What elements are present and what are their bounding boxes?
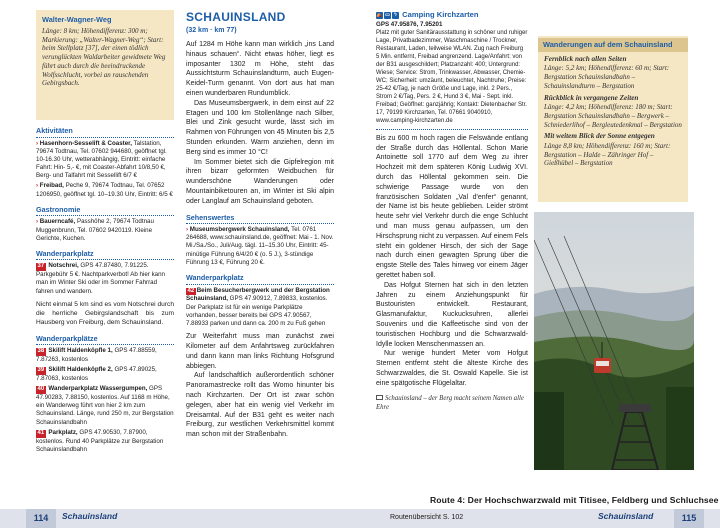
entry-name: Bauerncafé,: [39, 218, 76, 226]
entry-name: Parkplatz,: [48, 428, 78, 436]
right-p2: Das Hofgut Sternen hat sich in den letzten Jahren zu einem Anziehungspunkt für Bustouristen entwickelt. Restaurant, Glasmanufaktur, Kuckucksuhren, allerlei Souvenirs und die Kaffeetische sind von der touristischen Hochburg und die Schwarzwald-Idylle locken Menschenmassen an.: [376, 281, 528, 348]
cable-car-illustration: [534, 212, 694, 470]
entry-marker: ›: [36, 218, 39, 226]
mid-column: [186, 10, 334, 505]
right-p1: Bis zu 600 m hoch ragen die Felswände entlang der Straße durch das Höllental. Schon Marie Antoinette soll 1770 auf dem Weg zu ihrer Hochzeit mit dem späteren König Ludwig XVI. durch das Höllental gekommen sein. Die schwierige Passage wurde von den französischen Soldaten „Val d'enfer“ genannt, der Name ist bis heute geblieben. Leider strömt heute sehr viel Verkehr durch die enge Schlucht und man muss genau aufpassen, um den Hirschsprung nicht zu verpassen. Auf einem Fels steht ein goldener Hirsch, der sich der Sage nach durch einen gewagten Sprung über die engste Stelle des Tales hinweg vor einem Jäger gerettet haben soll.: [376, 134, 528, 279]
walter-wagner-title: Walter-Wagner-Weg: [42, 15, 112, 24]
entry-name: Wanderparkplatz Wassergumpen,: [48, 385, 148, 393]
camping-gps: GPS 47.95876, 7.95201: [376, 21, 443, 29]
entry-marker: 40: [37, 386, 45, 393]
page-number-right: 115: [674, 509, 704, 528]
page-number-left: 114: [26, 509, 56, 528]
entry-name: Skilift Haldenköpfle 2,: [48, 366, 113, 374]
entry-text: GPS 47.87480, 7.91225. Parkgebühr 5 €. Nachtparkverbot! Ab hier kann man im Winter Ski oder im Sommer Fahrrad fahren und wandern.: [36, 262, 165, 295]
hike-details: Länge 8,8 km; Höhendifferenz: 160 m; Start: Bergstation – Halde – Zähringer Hof – Gießhübel – Bergstation: [544, 141, 671, 168]
entry-name: Notschrei,: [48, 262, 79, 270]
electricity-icon: ϟ: [392, 12, 399, 19]
left-section-parking: [36, 334, 174, 455]
photo-caption: Schauinsland – der Berg macht seinem Namen alle Ehre: [376, 394, 524, 411]
hike-title: Rückblick in vergangene Zeiten: [544, 93, 639, 102]
mid-section-heading: Sehenswertes: [186, 213, 334, 225]
hike-details: Länge: 4,2 km; Höhendifferenz: 180 m; Start: Bergstation Schauinslandbahn – Bergwerk – Schniederlihof – Bergleutedenkmal – Bergstation: [544, 103, 682, 129]
entry-text: Talstation, 79674 Todtnau, Tel. 07602 944680, geöffnet tgl. 10-16.30 Uhr, wetterabhängig, Eintritt: einfache Fahrt: Hin- 5,- €, mit Coaster-Abfahrt 10/8,50 €, Berg- und Talfahrt mit Sessellift 6/7 €: [36, 139, 167, 180]
list-item: [36, 262, 174, 295]
right-column: [376, 10, 528, 505]
entry-marker: 41: [37, 429, 45, 436]
entry-name: Hasenhorn-Sesselift & Coaster,: [39, 139, 132, 147]
camping-text: Platz mit guter Sanitärausstattung in schöner und ruhiger Lage, Privatbadezimmer, Waschmaschine / Trockner, Restaurant, Laden, teilweise WLAN. Zug nach Freiburg 5 Min. entfernt, Freibad angrenzend. Lage/Anfahrt: von der B31 ausgeschildert; Platzanzahl: 400; Untergrund: Wiese; Service: Strom, Trinkwasser, Abwasser, Chemie-WC; Sicherheit: umzäunt, beleuchtet, Nachtruhe; Preise: 25-42 €/Tag, je nach Größe und Lage, inkl. 2 Pers., Strom 2 €/Tag, Pers. 2 €, Hund 3 €, Mai - Sept. inkl. Freibad; Geöffnet: ganzjährig; Kontakt: Dietenbacher Str. 17, 79199 Kirchzarten, Tel. 07661 9040910, www.camping-kirchzarten.de: [376, 30, 528, 124]
list-item: [36, 140, 174, 181]
right-p3: Nur wenige hundert Meter vom Hofgut Sternen entfernt steht die älteste Kirche des Schwarzwaldes, die St. Oswald Kapelle. Sie ist eine spätgotische Flügelaltar.: [376, 350, 528, 387]
mid-p2: Das Museumsbergwerk, in dem einst auf 22 Etagen und 100 km Stollenlänge nach Silber, Blei und Zink gesucht wurde, lässt sich im Rahmen von Führungen von 45 Minuten bis 2,5 Stunden erkunden. Warm anziehen, denn im Berg sind es immer 10 °C!: [186, 99, 334, 156]
hikes-box-title: Wanderungen auf dem Schauinsland: [538, 38, 688, 52]
section-heading: Wanderparkplätze: [36, 334, 174, 346]
list-item: [36, 385, 174, 427]
cable-car-photo: [534, 212, 694, 470]
left-paragraph: Nicht einmal 5 km sind es vom Notschrei durch die herrliche Gebirgslandschaft bis zum Hausberg von Freiburg, dem Schauinsland.: [36, 300, 174, 327]
entry-marker: 39: [37, 367, 45, 374]
entry-text: GPS 47.90283, 7.88150, kostenlos. Auf 1168 m Höhe, ein Wanderweg führt von hier 2 km zum Schauinsland. Länge, rund 250 m, zur Bergstation Schauinslandbahn: [36, 385, 174, 426]
list-item: [36, 347, 174, 364]
camping-block: [376, 10, 528, 130]
camping-header: ⛺ ▭ ϟ Camping Kirchzarten: [376, 10, 479, 19]
footer-name-left: Schauinsland: [62, 511, 118, 521]
hikes-box: [538, 36, 688, 202]
route-title: Route 4: Der Hochschwarzwald mit Titisee, Feldberg und Schluchsee: [430, 495, 719, 505]
caravan-icon: ▭: [385, 11, 390, 18]
mid-p4: Zur Weiterfahrt muss man zunächst zwei Kilometer auf dem Anfahrtsweg zurückfahren und dann kann man links Richtung Hofsgrund abbiegen.: [186, 333, 334, 370]
hike-details: Länge: 5,2 km; Höhendifferenz: 60 m; Start: Bergstation Schauinslandbahn – Schauinslandturm – Bergstation: [544, 64, 670, 90]
footer-name-right: Schauinsland: [598, 511, 654, 521]
camping-icon: ⛺: [376, 11, 383, 18]
entry-name: Freibad,: [39, 182, 64, 190]
entry-marker: 37: [37, 263, 45, 270]
camera-icon: [376, 395, 383, 400]
walter-wagner-text: Länge: 8 km; Höhendifferenz: 300 m; Markierung: „Walter-Wagner-Weg“; Start: beim Stellplatz [37], der einen tödlich verunglückten Waldarbeiter gewidmete Weg führt auch durch die beeindruckende Wolfsschlucht, vorbei an rauschenden Gebirgsbach.: [42, 26, 166, 88]
hikes-list: [544, 55, 682, 168]
hike-title: Fernblick nach allen Seiten: [544, 54, 627, 63]
mid-p3: Im Sommer bietet sich die Gipfelregion mit ihren bizarr geformten Weidbuchen für wunderschöne Wanderungen oder Mountainbiketouren an, im Winter ist Ski alpin oder Langlauf am Schauinsland geboten.: [186, 158, 334, 205]
section-heading: Aktivitäten: [36, 126, 174, 138]
walter-wagner-box: [36, 10, 174, 120]
mid-p5: Auf landschaftlich außerordentlich schöner Panoramastrecke rollt das Womo hinunter bis nach Kirchzarten. Der Ort ist zwar schön gelegen, aber hat ein wenig viel Verkehr im Dreisamtal. Auf der B31 geht es weiter nach Freiburg, zur westlichen Verkehrsmittel kommt man schon mit der Straßenbahn.: [186, 372, 334, 439]
entry-text: Passhöhe 2, 79674 Todtnau Muggenbrunn, Tel. 07602 9420119. Kleine Gerichte, Kuchen.: [36, 218, 154, 242]
footer-overview: Routenübersicht S. 102: [390, 514, 464, 521]
list-item: [36, 429, 174, 454]
hike-title: Mit weitem Blick der Sonne entgegen: [544, 132, 655, 141]
entry-text: GPS 47.90530, 7.87900, kostenlos. Rund 40 Parkplätze zur Bergstation Schauinslandbahn: [36, 428, 164, 453]
section-heading: Gastronomie: [36, 205, 174, 217]
entry-text: GPS 47.88559, 7.87263, kostenlos: [36, 347, 157, 363]
entry-text: GPS 47.89025, 7.87063, kostenlos: [36, 366, 157, 382]
mid-entry-museum: › Museumsbergwerk Schauinsland, Tel. 0761 264688, www.schauinsland.de, geöffnet: Mai - 1. Nov. Mi./Sa./So., Juli/Aug. tägl. 11–15.30 Uhr, Eintritt: 45-minütige Führung 6/4/20 € (o. 5 J.), 3-stündige Führung 13 €, Führung 20 €.: [186, 226, 334, 266]
entry-marker: ›: [36, 139, 39, 147]
entry-name: Skilift Haldenköpfle 1,: [48, 347, 113, 354]
entry-text: Peche 9, 79674 Todtnau, Tel. 07652 1206950, geöffnet tgl. 10–19.30 Uhr, Eintritt: 6/5 €: [36, 182, 173, 198]
page-subtitle: (32 km · km 77): [186, 26, 237, 34]
left-column: [36, 10, 174, 505]
entry-marker: ›: [36, 182, 39, 190]
mid-entry-parking: 42 Beim Besucherbergwerk und der Bergstation Schauinsland, GPS 47.90912, 7.89833, kostenlos. Der Parkplatz ist für ein wenige Parkplätze vorhanden, besser bereits bei GPS 47.90567, 7.88933 parken und dann ca. 200 m zu Fuß gehen: [186, 286, 330, 328]
list-item: [36, 218, 174, 243]
list-item: [36, 182, 174, 198]
section-heading: Wanderparkplatz: [36, 249, 174, 261]
mid-parking-heading: Wanderparkplatz: [186, 273, 334, 285]
mid-p1: Auf 1284 m Höhe kann man wirklich „ins Land hinaus schauen“. Nicht etwas höher, liegt es imposanter 1302 m Höhe, steht das Aussichtsturm Schauinslandturm, auch Eugen-Keidel-Turm genannt. Von dort aus hat man einen wunderbaren Rundumblick.: [186, 41, 334, 98]
left-sections: [36, 126, 174, 296]
page-title: SCHAUINSLAND: [186, 10, 286, 24]
entry-marker: 38: [37, 348, 45, 354]
list-item: [36, 366, 174, 383]
